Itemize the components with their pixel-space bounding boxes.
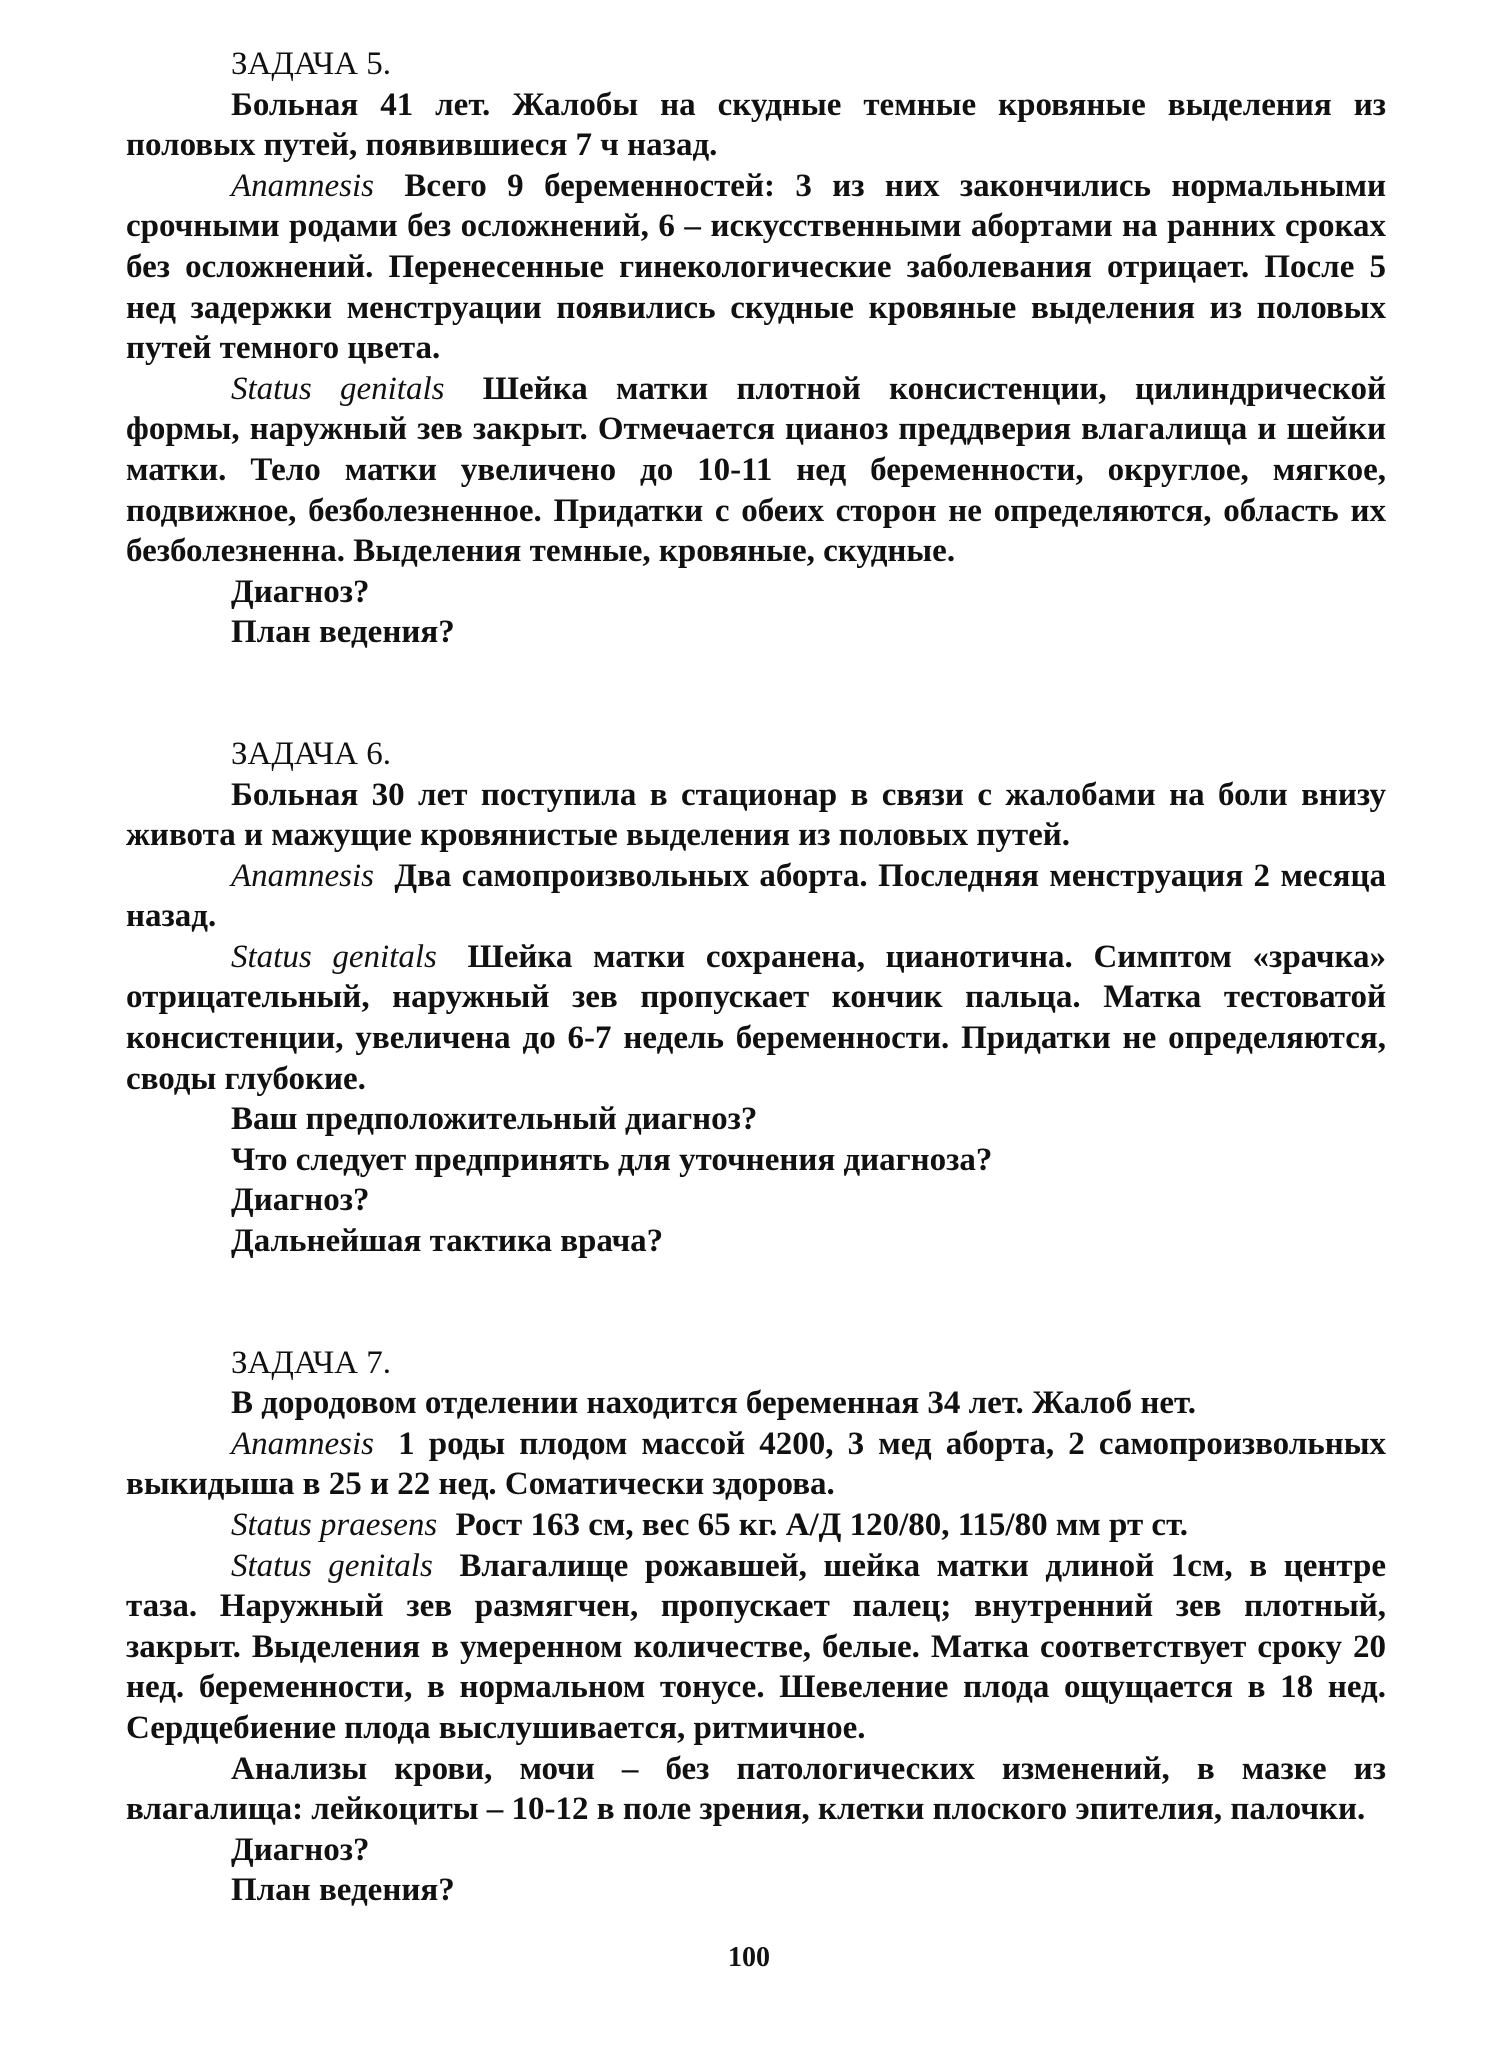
status-genitals-text: Влагалище рожавшей, шейка матки длиной 1см, в центре таза. Наружный зев размягчен, пропускает палец; внутренний зев плотный, закрыт. Выделения в умеренном количестве, белые. Матка соответствует сроку 20 нед. беременности, в нормальном тонусе. Шевеление плода ощущается в 18 нед. Сердцебиение плода выслушивается, ритмичное. xyxy=(126,1547,1387,1746)
status-praesens-label: Status praesens xyxy=(231,1507,438,1543)
task-status-genitals xyxy=(126,937,1386,1099)
anamnesis-label: Anamnesis xyxy=(231,1425,374,1462)
status-praesens-text: Рост 163 см, вес 65 кг. А/Д 120/80, 115/80 мм рт ст. xyxy=(455,1507,1189,1543)
task-complaint: Больная 30 лет поступила в стационар в связи с жалобами на боли внизу живота и мажущие кровянистые выделения из половых путей. xyxy=(126,776,1386,854)
task-question: Диагноз? xyxy=(231,573,370,610)
task-6 xyxy=(126,734,1386,1262)
task-question: План ведения? xyxy=(231,1872,455,1909)
page-content xyxy=(126,44,1386,1911)
task-anamnesis xyxy=(126,1424,1386,1505)
task-title: ЗАДАЧА 7. xyxy=(231,1344,391,1381)
task-title: ЗАДАЧА 6. xyxy=(231,735,391,772)
anamnesis-text: Два самопроизвольных аборта. Последняя менструация 2 месяца назад. xyxy=(126,857,1386,935)
anamnesis-label: Anamnesis xyxy=(231,167,374,204)
status-genitals-label: Status genitals xyxy=(231,938,437,975)
task-title: ЗАДАЧА 5. xyxy=(231,46,391,82)
status-genitals-text: Шейка матки сохранена, цианотична. Симптом «зрачка» отрицательный, наружный зев пропускает кончик пальца. Матка тестоватой консистенции, увеличена до 6-7 недель беременности. Придатки не определяются, своды глубокие. xyxy=(126,938,1386,1097)
page-number: 100 xyxy=(728,1942,770,1973)
task-analyses: Анализы крови, мочи – без патологических изменений, в мазке из влагалища: лейкоциты – 10-12 в поле зрения, клетки плоского эпителия, палочки. xyxy=(126,1750,1386,1828)
task-question: Что следует предпринять для уточнения диагноза? xyxy=(231,1141,993,1178)
status-genitals-text: Шейка матки плотной консистенции, цилиндрической формы, наружный зев закрыт. Отмечается цианоз преддверия влагалища и шейки матки. Тело матки увеличено до 10-11 нед беременности, округлое, мягкое, подвижное, безболезненное. Придатки с обеих сторон не определяются, область их безболезненна. Выделения темные, кровяные, скудные. xyxy=(126,370,1386,570)
task-question: Ваш предположительный диагноз? xyxy=(231,1101,758,1138)
task-status-genitals xyxy=(126,1546,1386,1749)
task-question: Дальнейшая тактика врача? xyxy=(231,1223,664,1260)
status-genitals-label: Status genitals xyxy=(231,1547,433,1584)
task-question: Диагноз? xyxy=(231,1182,370,1219)
task-status-genitals xyxy=(126,369,1386,572)
task-7 xyxy=(126,1343,1386,1911)
task-question: Диагноз? xyxy=(231,1831,370,1868)
task-anamnesis xyxy=(126,166,1386,369)
anamnesis-text: Всего 9 беременностей: 3 из них закончились нормальными срочными родами без осложнений, 6 – искусственными абортами на ранних сроках без осложнений. Перенесенные гинекологические заболевания отрицает. После 5 нед задержки менструации появились скудные кровяные выделения из половых путей темного цвета. xyxy=(126,167,1387,367)
task-complaint: В дородовом отделении находится беременная 34 лет. Жалоб нет. xyxy=(231,1385,1197,1422)
task-5 xyxy=(126,44,1386,653)
anamnesis-text: 1 роды плодом массой 4200, 3 мед аборта, 2 самопроизвольных выкидыша в 25 и 22 нед. Соматически здорова. xyxy=(126,1425,1386,1503)
task-question: План ведения? xyxy=(231,614,455,651)
status-genitals-label: Status genitals xyxy=(231,370,445,407)
anamnesis-label: Anamnesis xyxy=(231,857,374,894)
task-anamnesis xyxy=(126,856,1386,937)
task-status-praesens xyxy=(126,1505,1386,1546)
task-complaint: Больная 41 лет. Жалобы на скудные темные кровяные выделения из половых путей, появившиеся 7 ч назад. xyxy=(126,86,1386,164)
